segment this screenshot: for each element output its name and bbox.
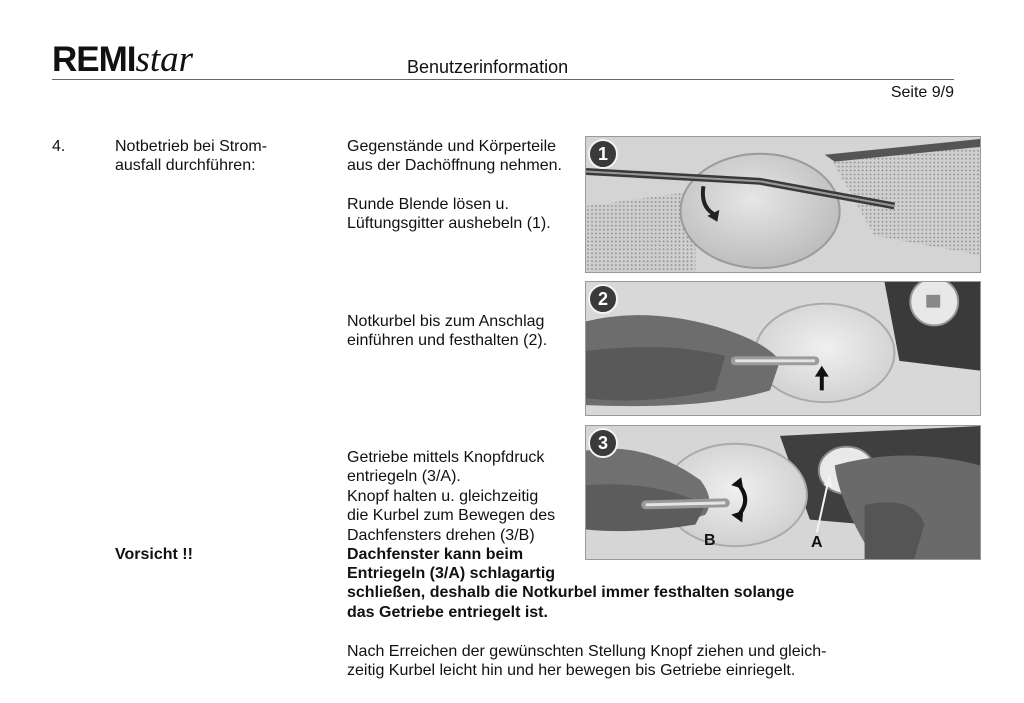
document-title: Benutzerinformation bbox=[407, 57, 569, 77]
step4-line5: Dachfensters drehen (3/B) bbox=[347, 527, 535, 544]
logo-bold-text: REMI bbox=[52, 40, 136, 79]
warning-line2: Entriegeln (3/A) schlagartig bbox=[347, 565, 556, 582]
step-2-badge: 2 bbox=[588, 284, 618, 314]
page-number: Seite 9/9 bbox=[890, 84, 954, 101]
photo-3-label-b: B bbox=[704, 532, 716, 549]
step2-line1: Runde Blende lösen u. bbox=[347, 196, 509, 213]
photo-1-illustration bbox=[586, 137, 980, 272]
step1-line1: Gegenstände und Körperteile bbox=[347, 138, 557, 155]
logo-italic-text: star bbox=[135, 39, 194, 80]
warning-label: Vorsicht !! bbox=[115, 546, 193, 563]
brand-logo bbox=[52, 40, 193, 80]
step2-line2: Lüftungsgitter aushebeln (1). bbox=[347, 215, 551, 232]
photo-step-1 bbox=[585, 136, 981, 273]
header-divider bbox=[52, 79, 954, 80]
photo-step-3 bbox=[585, 425, 981, 560]
step1-line2: aus der Dachöffnung nehmen. bbox=[347, 157, 562, 174]
warning-line3: schließen, deshalb die Notkurbel immer festhalten solange bbox=[347, 584, 795, 601]
photo-3-illustration bbox=[586, 426, 980, 559]
step4-line2: entriegeln (3/A). bbox=[347, 468, 461, 485]
warning-line1: Dachfenster kann beim bbox=[347, 546, 524, 563]
final-line1: Nach Erreichen der gewünschten Stellung Knopf ziehen und gleich- bbox=[347, 643, 827, 660]
step-1-badge: 1 bbox=[588, 139, 618, 169]
step4-line4: die Kurbel zum Bewegen des bbox=[347, 507, 556, 524]
section-heading-line2: ausfall durchführen: bbox=[115, 157, 256, 174]
photo-3-label-a: A bbox=[811, 534, 823, 551]
step3-line1: Notkurbel bis zum Anschlag bbox=[347, 313, 545, 330]
step-3-badge: 3 bbox=[588, 428, 618, 458]
step4-line3: Knopf halten u. gleichzeitig bbox=[347, 488, 539, 505]
final-line2: zeitig Kurbel leicht hin und her bewegen bis Getriebe einriegelt. bbox=[347, 662, 796, 679]
photo-step-2 bbox=[585, 281, 981, 416]
warning-line4: das Getriebe entriegelt ist. bbox=[347, 604, 548, 621]
section-number: 4. bbox=[52, 138, 66, 155]
photo-2-illustration bbox=[586, 282, 980, 415]
step4-line1: Getriebe mittels Knopfdruck bbox=[347, 449, 545, 466]
step3-line2: einführen und festhalten (2). bbox=[347, 332, 548, 349]
section-heading-line1: Notbetrieb bei Strom- bbox=[115, 138, 268, 155]
